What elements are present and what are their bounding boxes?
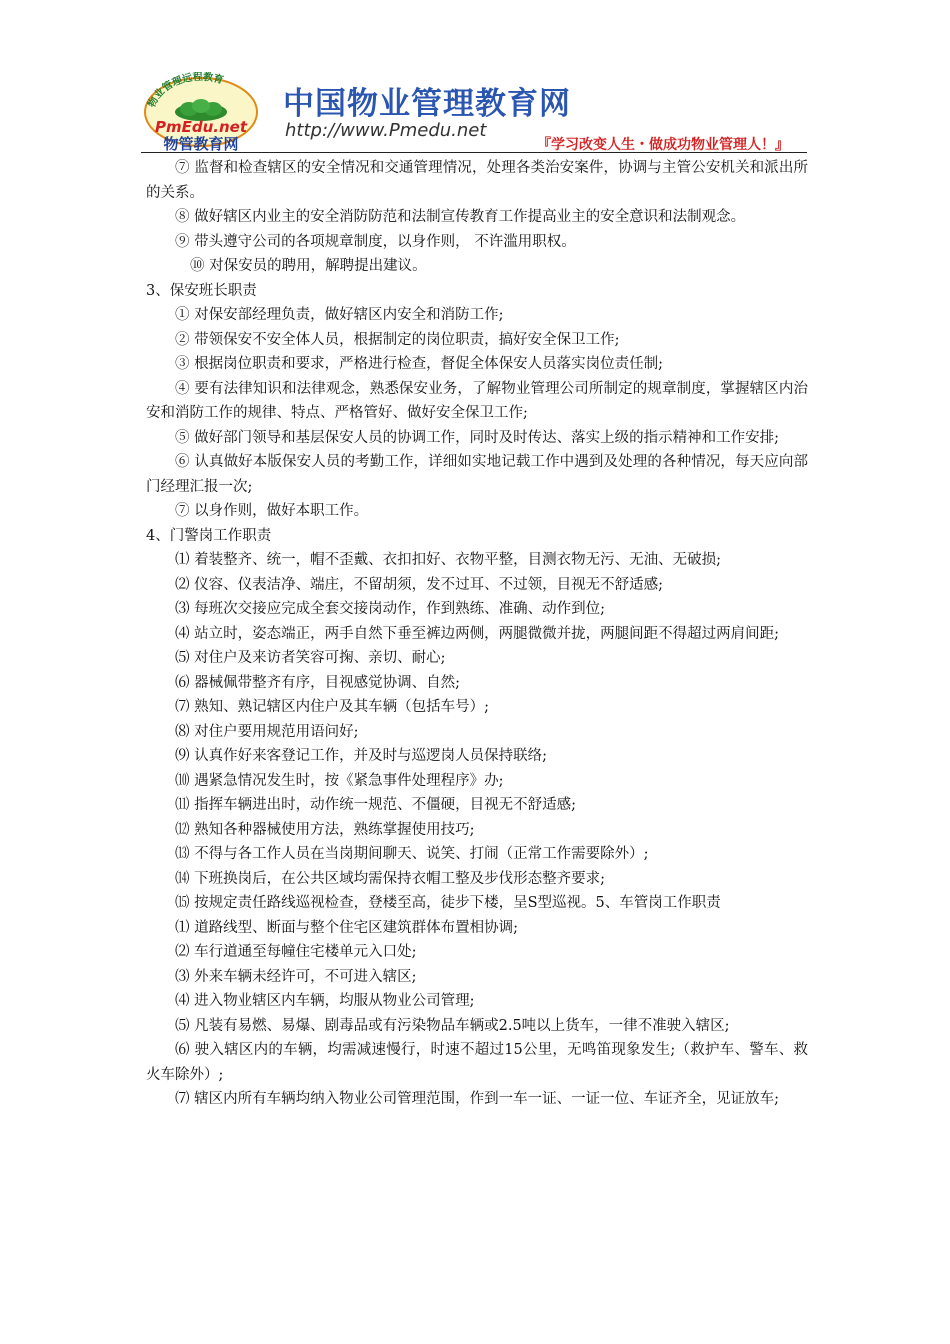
paragraph: ⑵ 车行道通至每幢住宅楼单元入口处; [175,944,417,960]
paragraph: ⑨ 带头遵守公司的各项规章制度，以身作则， 不许滥用职权。 [175,233,576,250]
paragraph: ⑷ 站立时，姿态端正，两手自然下垂至裤边两侧，两腿微微并拢，两腿间距不得超过两肩间距; [175,625,779,642]
paragraph: ⑵ 仪容、仪表洁净、端庄，不留胡须，发不过耳、不过领，目视无不舒适感; [175,576,663,593]
header-divider [141,152,807,153]
paragraph: ⑤ 做好部门领导和基层保安人员的协调工作，同时及时传达、落实上级的指示精神和工作安排; [175,429,779,446]
site-name: 中国物业管理教育网 [283,86,571,122]
paragraph: ⑼ 认真作好来客登记工作，并及时与巡逻岗人员保持联络; [175,748,547,764]
paragraph: ⑹ 器械佩带整齐有序，目视感觉协调、自然; [175,674,460,691]
paragraph: ⑷ 进入物业辖区内车辆，均服从物业公司管理; [175,993,475,1009]
paragraph: ⑥ 认真做好本版保安人员的考勤工作，详细如实地记载工作中遇到及处理的各种情况，每天应向部门经理汇报一次; [146,454,808,495]
paragraph: ⒀ 不得与各工作人员在当岗期间聊天、说笑、打闹（正常工作需要除外）; [175,846,649,862]
section-heading: 3、保安班长职责 [146,282,257,299]
section-heading: 4、门警岗工作职责 [146,527,272,544]
slogan: 『学习改变人生・做成功物业管理人！』 [537,137,789,153]
paragraph: ① 对保安部经理负责，做好辖区内安全和消防工作; [175,307,504,323]
paragraph: ⑹ 驶入辖区内的车辆，均需减速慢行，时速不超过15公里，无鸣笛现象发生;（救护车、警车、救火车除外）; [146,1042,808,1083]
paragraph: ④ 要有法律知识和法律观念，熟悉保安业务，了解物业管理公司所制定的规章制度，掌握辖区内治安和消防工作的规律、特点、严格管好、做好安全保卫工作; [146,380,808,421]
paragraph: ⑧ 做好辖区内业主的安全消防防范和法制宣传教育工作提高业主的安全意识和法制观念。 [175,209,746,225]
paragraph: ⑻ 对住户要用规范用语问好; [175,723,359,740]
paragraph: ⑸ 凡装有易燃、易爆、剧毒品或有污染物品车辆或2.5吨以上货车，一律不准驶入辖区; [175,1017,730,1034]
paragraph: ② 带领保安不安全体人员，根据制定的岗位职责，搞好安全保卫工作; [175,331,620,348]
paragraph: ⑿ 熟知各种器械使用方法，熟练掌握使用技巧; [175,821,475,838]
paragraph: ⑾ 指挥车辆进出时，动作统一规范、不僵硬，目视无不舒适感; [175,797,576,813]
paragraph: ⑸ 对住户及来访者笑容可掬、亲切、耐心; [175,650,446,666]
paragraph: ⒂ 按规定责任路线巡视检查，登楼至高，徒步下楼，呈S型巡视。5、车管岗工作职责 [175,895,721,911]
paragraph: ⑶ 外来车辆未经许可，不可进入辖区; [175,968,417,985]
document-body [146,156,808,1112]
logo-brand-text: PmEdu.net [154,118,248,136]
page-header [141,64,807,156]
logo-bottom-text: 物管教育网 [163,135,239,152]
paragraph: ⒁ 下班换岗后，在公共区域均需保持衣帽工整及步伐形态整齐要求; [175,870,605,887]
paragraph: ⑺ 辖区内所有车辆均纳入物业公司管理范围，作到一车一证、一证一位、车证齐全，见证放车; [175,1091,779,1107]
paragraph: ⑺ 熟知、熟记辖区内住户及其车辆（包括车号）; [175,699,489,715]
site-url: http://www.Pmedu.net [285,120,487,141]
logo-arc-text: 物业管理远程教育 [146,72,225,110]
paragraph: ⑶ 每班次交接应完成全套交接岗动作，作到熟练、准确、动作到位; [175,601,605,617]
paragraph: ⑴ 道路线型、断面与整个住宅区建筑群体布置相协调; [175,919,518,936]
paragraph: ⑩ 对保安员的聘用，解聘提出建议。 [190,258,427,274]
paragraph: ⑦ 以身作则，做好本职工作。 [175,503,369,519]
paragraph: ⑴ 着装整齐、统一，帽不歪戴、衣扣扣好、衣物平整，目测衣物无污、无油、无破损; [175,552,721,568]
paragraph: ⑦ 监督和检查辖区的安全情况和交通管理情况，处理各类治安案件，协调与主管公安机关和派出所的关系。 [146,160,808,201]
pmedu-logo [141,72,261,152]
paragraph: ③ 根据岗位职责和要求，严格进行检查，督促全体保安人员落实岗位责任制; [175,356,663,372]
paragraph: ⑽ 遇紧急情况发生时，按《紧急事件处理程序》办; [175,772,504,789]
